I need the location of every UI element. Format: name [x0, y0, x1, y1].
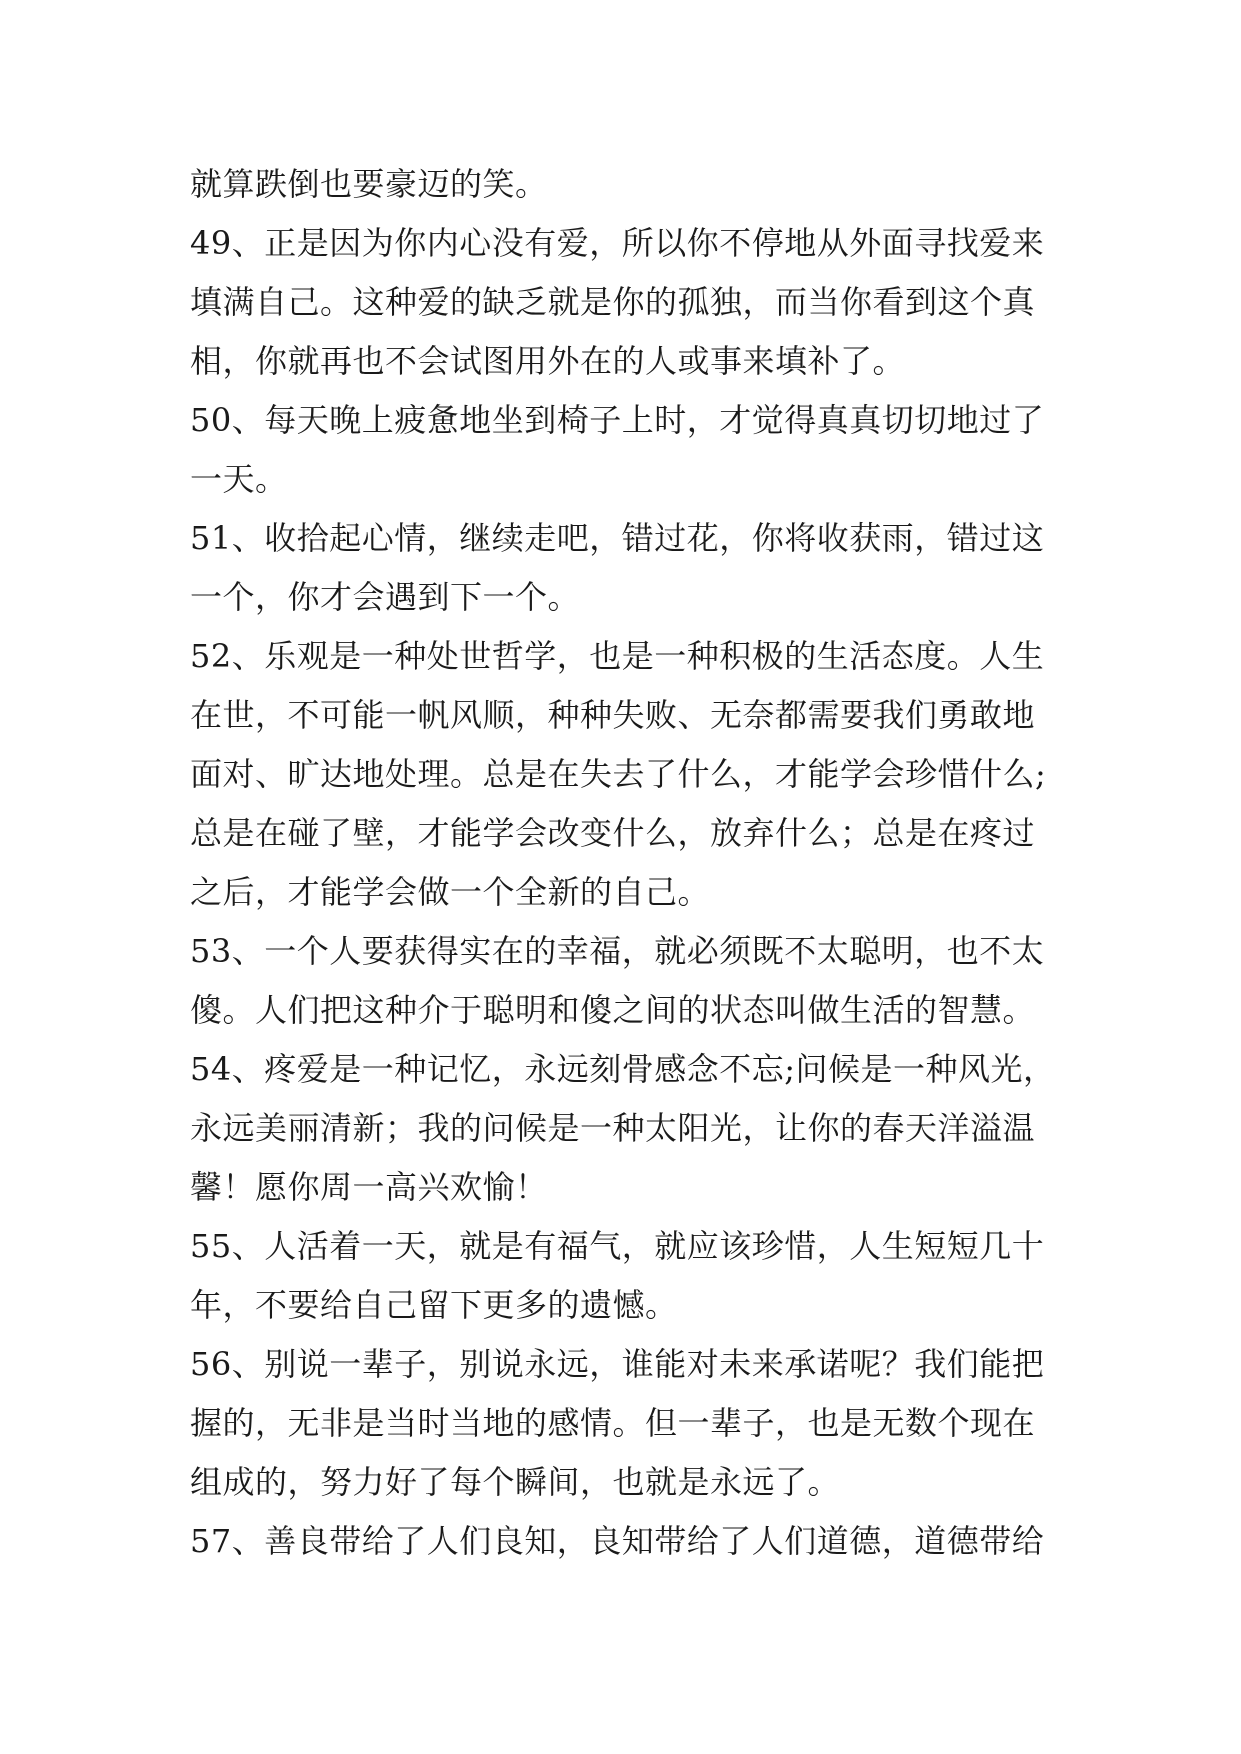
text-line: 49、正是因为你内心没有爱，所以你不停地从外面寻找爱来 [190, 224, 1045, 262]
text-line: 52、乐观是一种处世哲学，也是一种积极的生活态度。人生 [190, 637, 1045, 675]
text-line: 傻。人们把这种介于聪明和傻之间的状态叫做生活的智慧。 [190, 991, 1036, 1029]
text-line: 馨！愿你周一高兴欢愉！ [190, 1168, 548, 1206]
text-line: 57、善良带给了人们良知，良知带给了人们道德，道德带给 [190, 1522, 1045, 1560]
text-line: 面对、旷达地处理。总是在失去了什么，才能学会珍惜什么; [190, 755, 1047, 793]
text-line: 一天。 [190, 460, 288, 498]
text-line: 之后，才能学会做一个全新的自己。 [190, 873, 711, 911]
text-line: 组成的，努力好了每个瞬间，也就是永远了。 [190, 1463, 841, 1501]
text-line: 一个，你才会遇到下一个。 [190, 578, 581, 616]
text-line: 永远美丽清新；我的问候是一种太阳光，让你的春天洋溢温 [190, 1109, 1036, 1147]
text-line: 53、一个人要获得实在的幸福，就必须既不太聪明，也不太 [190, 932, 1045, 970]
text-line: 50、每天晚上疲惫地坐到椅子上时，才觉得真真切切地过了 [190, 401, 1045, 439]
text-line: 填满自己。这种爱的缺乏就是你的孤独，而当你看到这个真 [190, 283, 1036, 321]
text-line: 51、收拾起心情，继续走吧，错过花，你将收获雨，错过这 [190, 519, 1045, 557]
text-line: 55、人活着一天，就是有福气，就应该珍惜，人生短短几十 [190, 1227, 1045, 1265]
text-line: 总是在碰了壁，才能学会改变什么，放弃什么；总是在疼过 [190, 814, 1036, 852]
text-line: 握的，无非是当时当地的感情。但一辈子，也是无数个现在 [190, 1404, 1036, 1442]
text-line: 56、别说一辈子，别说永远，谁能对未来承诺呢？我们能把 [190, 1345, 1045, 1383]
document-body [190, 155, 1090, 1571]
text-line: 相，你就再也不会试图用外在的人或事来填补了。 [190, 342, 906, 380]
text-line: 54、疼爱是一种记忆，永远刻骨感念不忘;问候是一种风光， [190, 1050, 1056, 1088]
text-line: 年，不要给自己留下更多的遗憾。 [190, 1286, 678, 1324]
text-line: 在世，不可能一帆风顺，种种失败、无奈都需要我们勇敢地 [190, 696, 1036, 734]
text-line: 就算跌倒也要豪迈的笑。 [190, 165, 548, 203]
